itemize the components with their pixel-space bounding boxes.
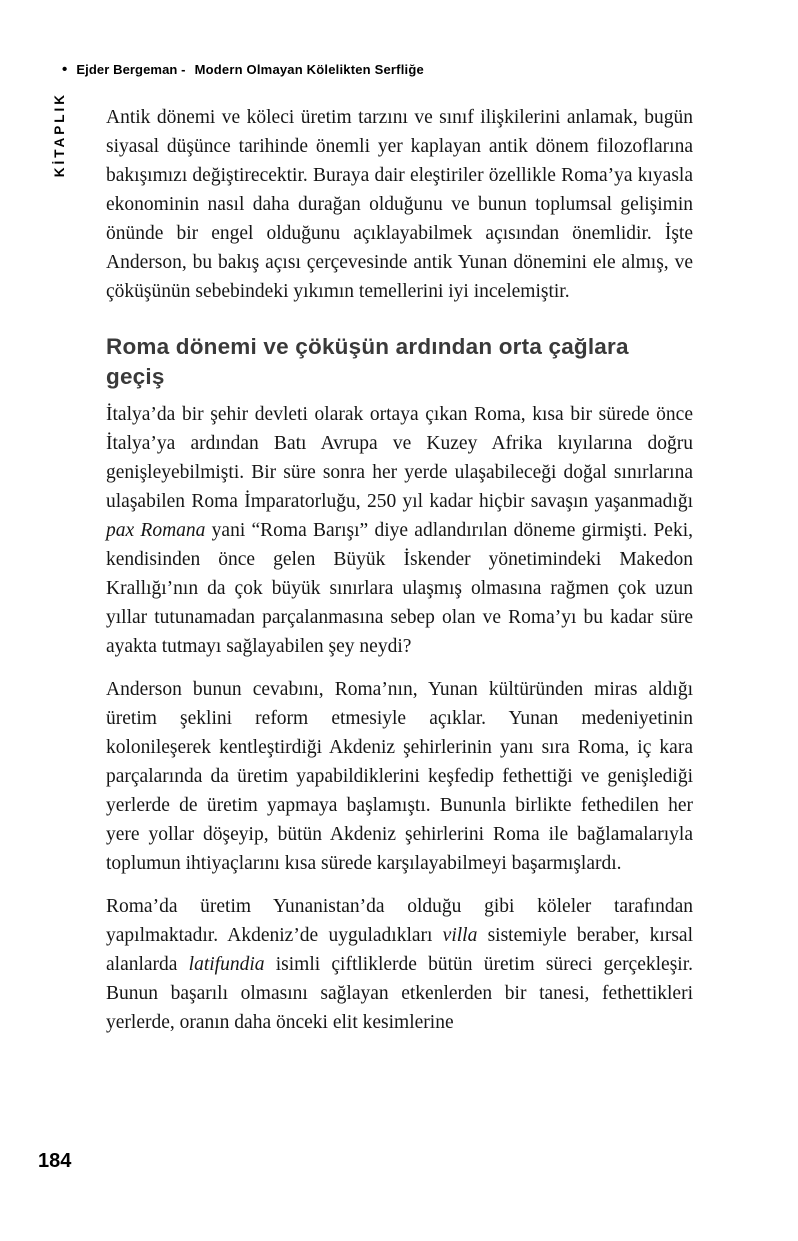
italic-text: villa — [442, 925, 478, 946]
text-run: Roma’da üretim Yunanistan’da olduğu gibi köleler tarafından yapılmaktadır. Akdeniz’de uyguladıkları — [106, 896, 693, 946]
paragraph-2 — [106, 400, 693, 661]
sidebar-vertical-label: KİTAPLIK — [52, 92, 67, 178]
text-run: yani “Roma Barışı” diye adlandırılan döneme girmişti. Peki, kendisinden önce gelen Büyük İskender yönetimindeki Makedon Krallığı’nın da çok büyük sınırlara ulaşmış olmasına rağmen çok uzun yıllar tutunamadan parçalanmasına sebep olan ve Roma’yı bu kadar süre ayakta tutmayı sağlayabilen şey neydi? — [106, 520, 693, 657]
section-heading: Roma dönemi ve çöküşün ardından orta çağlara geçiş — [106, 334, 629, 389]
text-run: İtalya’da bir şehir devleti olarak ortaya çıkan Roma, kısa bir sürede önce İtalya’ya ardından Batı Avrupa ve Kuzey Afrika kıyılarına doğru genişleyebilmişti. Bir süre sonra her yerde ulaşabileceği doğal sınırlarına ulaşabilen Roma İmparatorluğu, 250 yıl kadar hiçbir savaşın yaşanmadığı — [106, 404, 693, 512]
text-run: isimli çiftliklerde bütün üretim süreci gerçekleşir. Bunun başarılı olmasını sağlayan etkenlerden bir tanesi, fethettikleri yerlerde, oranın daha önceki elit kesimlerine — [106, 954, 693, 1033]
italic-text: pax Romana — [106, 520, 206, 541]
header-book-title: Modern Olmayan Kölelikten Serfliğe — [194, 62, 424, 77]
header-author: Ejder Bergeman - — [76, 62, 186, 77]
paragraph-1: Antik dönemi ve köleci üretim tarzını ve sınıf ilişkilerini anlamak, bugün siyasal düşünce tarihinde önemli yer kaplayan antik dönem filozoflarına bakışımızı değiştirecektir. Buraya dair eleştiriler özellikle Roma’ya kıyasla ekonominin nasıl daha durağan olduğunu ve bunun toplumsal gelişimin önünde bir engel olduğunu açıklayabilmek açısından önemlidir. İşte Anderson, bu bakış açısı çerçevesinde antik Yunan dönemini ele almış, ve çöküşünün sebebindeki yıkımın temellerini iyi incelemiştir. — [106, 107, 693, 302]
italic-text: latifundia — [188, 954, 265, 975]
running-header — [62, 62, 424, 77]
paragraph-4 — [106, 892, 693, 1037]
page-content — [106, 103, 693, 1037]
text-run: sistemiyle beraber, kırsal alanlarda — [106, 925, 693, 975]
page-number: 184 — [38, 1150, 72, 1172]
header-bullet-icon: • — [62, 61, 68, 78]
paragraph-3: Anderson bunun cevabını, Roma’nın, Yunan kültüründen miras aldığı üretim şeklini reform etmesiyle açıklar. Yunan medeniyetinin kolonileşerek kentleştirdiği Akdeniz şehirlerinin yanı sıra Roma, iç kara parçalarında da üretim yapabildiklerini keşfedip fethettiği ve genişlediği yerlerde de üretim yapmaya başlamıştı. Bununla birlikte fethedilen her yere yollar döşeyip, bütün Akdeniz şehirlerini Roma ile bağlamalarıyla toplumun ihtiyaçlarını kısa sürede karşılayabilmeyi başarmışlardı. — [106, 679, 693, 874]
